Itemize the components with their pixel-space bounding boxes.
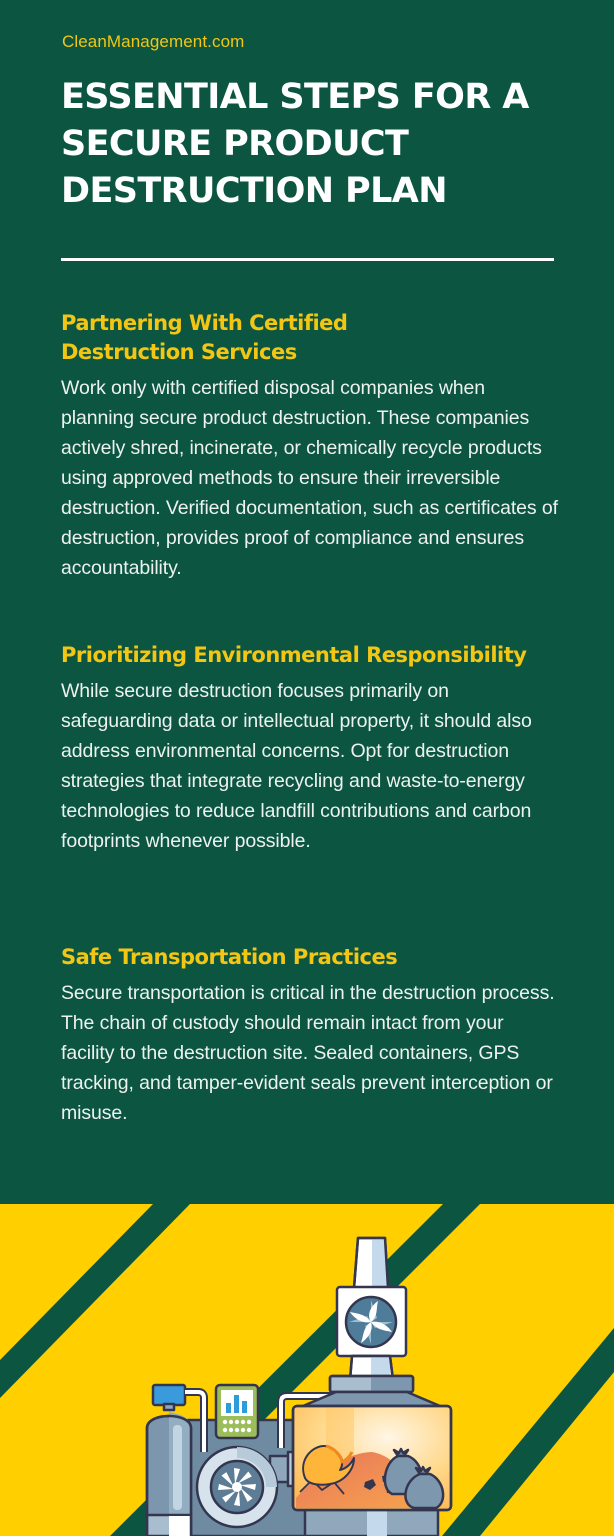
turbine-icon — [197, 1447, 277, 1527]
chimney-fan-icon — [337, 1287, 406, 1356]
monitor-chart-icon — [216, 1385, 258, 1438]
section-heading: Partnering With Certified Destruction Services — [61, 311, 348, 364]
chimney-icon — [354, 1238, 388, 1288]
section-heading: Safe Transportation Practices — [61, 945, 398, 969]
section-body: While secure destruction focuses primarily on safeguarding data or intellectual property, it should also address environmental concerns. Opt for destruction strategies that integrate recycling and waste-to-energy technologies to reduce landfill contributions and carbon footprints whenever possible. — [61, 680, 532, 852]
furnace-window-icon — [293, 1406, 451, 1510]
incinerator-illustration — [0, 1204, 614, 1536]
section-body: Work only with certified disposal companies when planning secure product destruction. These companies actively shred, incinerate, or chemically recycle products using approved methods to ensure their irreversible destruction. Verified documentation, such as certificates of destruction, provides proof of compliance and ensures accountability. — [61, 377, 558, 579]
site-name: CleanManagement.com — [62, 32, 245, 51]
section-body: Secure transportation is critical in the destruction process. The chain of custody should remain intact from your facility to the destruction site. Sealed containers, GPS tracking, and tamper-evident seals prevent interception or misuse. — [61, 982, 555, 1124]
title-divider — [61, 258, 554, 261]
page-title: ESSENTIAL STEPS FOR A SECURE PRODUCT DESTRUCTION PLAN — [61, 77, 529, 211]
section-environmental-responsibility — [61, 641, 561, 856]
section-heading: Prioritizing Environmental Responsibility — [61, 643, 527, 667]
section-safe-transportation — [61, 943, 561, 1128]
section-certified-services — [61, 309, 561, 583]
